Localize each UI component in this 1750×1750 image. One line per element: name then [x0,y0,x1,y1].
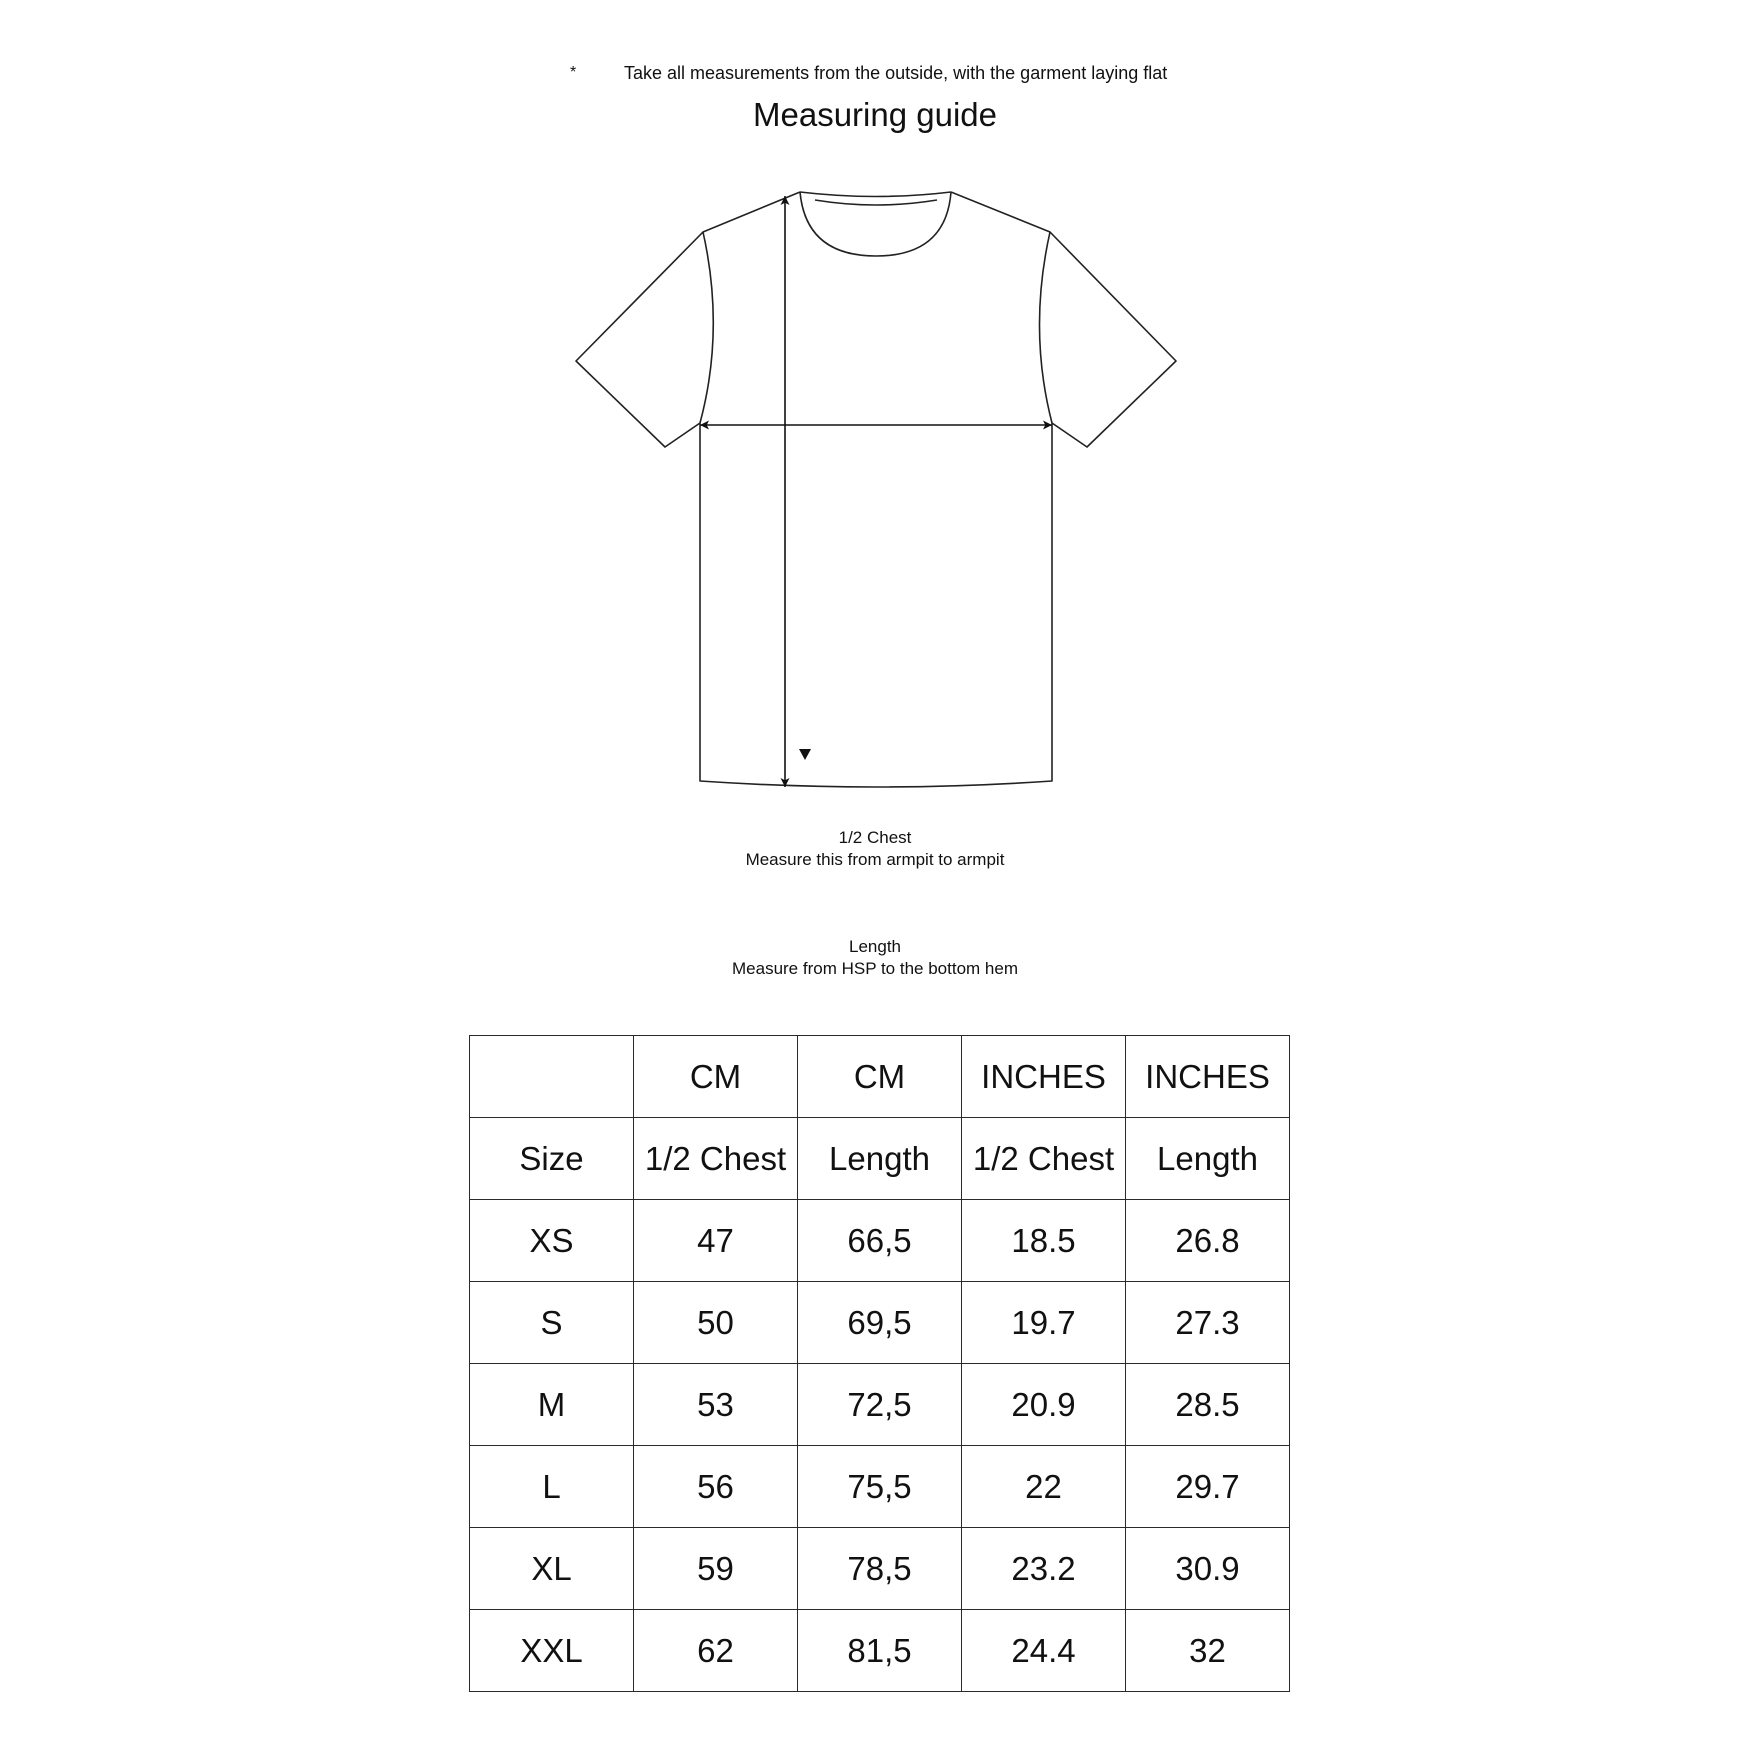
header-cell: 1/2 Chest [634,1118,798,1200]
length-caption-description: Measure from HSP to the bottom hem [732,959,1018,978]
tshirt-collar-rib [815,200,937,205]
size-cell: M [470,1364,634,1446]
table-cell: 26.8 [1126,1200,1290,1282]
tshirt-left-armhole [700,232,713,423]
table-cell: 19.7 [962,1282,1126,1364]
table-row [470,1200,1290,1282]
table-cell: 75,5 [798,1446,962,1528]
small-arrow-mark-icon [799,749,811,760]
header-cell: 1/2 Chest [962,1118,1126,1200]
length-caption [0,936,1750,980]
unit-cell: INCHES [1126,1036,1290,1118]
table-cell: 28.5 [1126,1364,1290,1446]
header-row [470,1118,1290,1200]
size-cell: XXL [470,1610,634,1692]
table-cell: 47 [634,1200,798,1282]
table-cell: 20.9 [962,1364,1126,1446]
tshirt-body-outline [576,192,1176,787]
chest-caption-description: Measure this from armpit to armpit [745,850,1005,869]
table-row [470,1282,1290,1364]
chest-caption [0,827,1750,871]
table-cell: 81,5 [798,1610,962,1692]
measurement-note: Take all measurements from the outside, with the garment laying flat [624,63,1168,83]
table-cell: 32 [1126,1610,1290,1692]
size-cell: S [470,1282,634,1364]
table-cell: 18.5 [962,1200,1126,1282]
table-row [470,1610,1290,1692]
chest-caption-label: 1/2 Chest [838,828,912,847]
unit-row [470,1036,1290,1118]
tshirt-collar-outer [800,192,951,197]
table-cell: 62 [634,1610,798,1692]
table-cell: 72,5 [798,1364,962,1446]
table-cell: 23.2 [962,1528,1126,1610]
unit-cell: CM [634,1036,798,1118]
header-cell: Size [470,1118,634,1200]
note-asterisk: * [570,64,577,81]
table-cell: 78,5 [798,1528,962,1610]
table-cell: 50 [634,1282,798,1364]
size-chart-table [469,1035,1290,1692]
table-row [470,1528,1290,1610]
size-cell: XS [470,1200,634,1282]
size-cell: XL [470,1528,634,1610]
table-cell: 29.7 [1126,1446,1290,1528]
unit-cell: CM [798,1036,962,1118]
table-cell: 27.3 [1126,1282,1290,1364]
unit-cell [470,1036,634,1118]
table-cell: 30.9 [1126,1528,1290,1610]
header-cell: Length [798,1118,962,1200]
table-cell: 56 [634,1446,798,1528]
tshirt-right-armhole [1039,232,1052,423]
table-cell: 22 [962,1446,1126,1528]
tshirt-outline-icon [576,192,1176,787]
tshirt-diagram [0,0,1750,860]
unit-cell: INCHES [962,1036,1126,1118]
header-cell: Length [1126,1118,1290,1200]
table-cell: 66,5 [798,1200,962,1282]
table-cell: 24.4 [962,1610,1126,1692]
table-row [470,1446,1290,1528]
table-cell: 69,5 [798,1282,962,1364]
table-row [470,1364,1290,1446]
table-cell: 59 [634,1528,798,1610]
size-cell: L [470,1446,634,1528]
table-cell: 53 [634,1364,798,1446]
length-caption-label: Length [849,937,901,956]
page-title: Measuring guide [753,96,997,133]
